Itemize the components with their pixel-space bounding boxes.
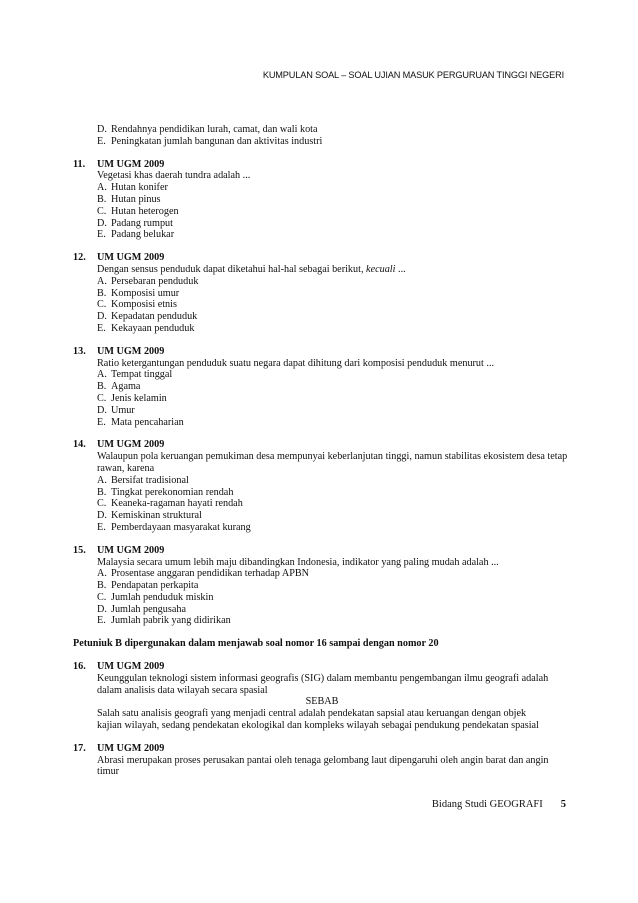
question-stem: Malaysia secara umum lebih maju dibandingkan Indonesia, indikator yang paling mudah adalah ...: [97, 556, 499, 568]
option-text: Jumlah pabrik yang didirikan: [111, 615, 231, 627]
list-item: [73, 182, 571, 194]
stem-tail: ...: [395, 263, 406, 275]
option-letter: C.: [97, 392, 107, 404]
option-text: Umur: [111, 404, 135, 416]
option-text: Tingkat perekonomian rendah: [111, 486, 234, 498]
page-footer: [0, 799, 566, 810]
list-item: [73, 592, 571, 604]
option-text: Pendapatan perkapita: [111, 580, 199, 592]
option-letter: C.: [97, 498, 107, 510]
statement-line: Keunggulan teknologi sistem informasi geografis (SIG) dalam membantu pengembangan ilmu geografi adalah: [97, 672, 549, 684]
question-source: UM UGM 2009: [97, 742, 165, 754]
option-letter: B.: [97, 381, 107, 393]
option-letter: E.: [97, 322, 106, 334]
option-text: Keaneka-ragaman hayati rendah: [111, 498, 243, 510]
question-source: UM UGM 2009: [97, 158, 165, 170]
option-letter: D.: [97, 311, 107, 323]
option-letter: C.: [97, 299, 107, 311]
option-letter: D.: [97, 404, 107, 416]
question-number: 13.: [73, 345, 86, 357]
option-letter: B.: [97, 486, 107, 498]
list-item: [73, 299, 571, 311]
question-number: 15.: [73, 544, 86, 556]
question-stem: Ratio ketergantungan penduduk suatu negara dapat dihitung dari komposisi penduduk menurut ...: [97, 357, 495, 369]
question-number: 16.: [73, 661, 86, 673]
statement-line: timur: [97, 766, 120, 778]
option-letter: D.: [97, 603, 107, 615]
option-text: Komposisi umur: [111, 287, 180, 299]
question-source: UM UGM 2009: [97, 252, 165, 264]
list-item: [73, 393, 571, 405]
question-number: 11.: [73, 158, 86, 170]
list-item: [73, 487, 571, 499]
option-text: Prosentase anggaran pendidikan terhadap APBN: [111, 568, 310, 580]
list-item: [73, 323, 571, 335]
question-stem-continued: rawan, karena: [97, 462, 155, 474]
page-content: [73, 124, 571, 778]
option-text: Mata pencaharian: [111, 416, 184, 428]
question-17: [73, 743, 571, 778]
list-item: [73, 475, 571, 487]
page-number: 5: [560, 799, 566, 810]
option-text: Padang belukar: [111, 229, 175, 241]
question-11: [73, 159, 571, 242]
list-item: [73, 381, 571, 393]
question-number: 12.: [73, 252, 86, 264]
option-text: Tempat tinggal: [111, 369, 173, 381]
question-16: [73, 661, 571, 732]
stem-text: Dengan sensus penduduk dapat diketahui hal-hal sebagai berikut,: [97, 263, 364, 275]
list-item: [73, 604, 571, 616]
option-letter: B.: [97, 193, 107, 205]
list-item: [73, 568, 571, 580]
list-item: [73, 498, 571, 510]
list-item: [73, 405, 571, 417]
option-text: Hutan pinus: [111, 193, 161, 205]
question-source: UM UGM 2009: [97, 544, 165, 556]
question-stem: Walaupun pola keruangan pemukiman desa mempunyai keberlanjutan tinggi, namun stabilitas ekosistem desa tetap: [97, 451, 568, 463]
option-letter: E.: [97, 135, 106, 147]
list-item: [73, 136, 571, 148]
option-letter: D.: [97, 217, 107, 229]
option-text: Agama: [111, 381, 141, 393]
question-12: [73, 252, 571, 335]
option-letter: C.: [97, 591, 107, 603]
list-item: [73, 194, 571, 206]
reason-line: kajian wilayah, sedang pendekatan ekologikal dan kompleks wilayah sebagai pendukung pendekatan spasial: [97, 720, 539, 732]
option-text: Hutan konifer: [111, 182, 168, 194]
list-item: [73, 218, 571, 230]
question-source: UM UGM 2009: [97, 661, 165, 673]
list-item: [73, 369, 571, 381]
list-item: [73, 124, 571, 136]
option-letter: C.: [97, 205, 107, 217]
list-item: [73, 510, 571, 522]
question-number: 14.: [73, 439, 86, 451]
option-letter: E.: [97, 615, 106, 627]
question-stem: [73, 264, 571, 276]
option-letter: A.: [97, 568, 107, 580]
option-letter: D.: [97, 510, 107, 522]
list-item: [73, 522, 571, 534]
statement-line: dalam analisis data wilayah secara spasial: [97, 684, 268, 696]
question-source: UM UGM 2009: [97, 345, 165, 357]
list-item: [73, 229, 571, 241]
footer-subject: Bidang Studi GEOGRAFI: [431, 799, 543, 810]
list-item: [73, 417, 571, 429]
option-letter: B.: [97, 580, 107, 592]
question-13: [73, 346, 571, 429]
option-letter: A.: [97, 182, 107, 194]
option-letter: A.: [97, 474, 107, 486]
option-letter: A.: [97, 275, 107, 287]
option-letter: E.: [97, 521, 106, 533]
reason-line: Salah satu analisis geografi yang menjadi central adalah pendekatan sapsial atau keruangan dengan objek: [97, 708, 527, 720]
option-text: Jenis kelamin: [111, 392, 167, 404]
question-14: [73, 439, 571, 533]
page-header: KUMPULAN SOAL – SOAL UJIAN MASUK PERGURUAN TINGGI NEGERI: [262, 70, 564, 80]
question-source: UM UGM 2009: [97, 439, 165, 451]
option-letter: A.: [97, 369, 107, 381]
list-item: [73, 580, 571, 592]
option-text: Kekayaan penduduk: [111, 322, 195, 334]
option-text: Kemiskinan struktural: [111, 510, 202, 522]
question-stem: Vegetasi khas daerah tundra adalah ...: [97, 170, 251, 182]
question-number: 17.: [73, 742, 86, 754]
option-letter: E.: [97, 416, 106, 428]
option-text: Pemberdayaan masyarakat kurang: [111, 521, 251, 533]
option-text: Hutan heterogen: [111, 205, 179, 217]
option-letter: E.: [97, 229, 106, 241]
list-item: [73, 311, 571, 323]
option-text: Bersifat tradisional: [111, 474, 189, 486]
option-letter: D.: [97, 124, 107, 135]
option-text: Jumlah penduduk miskin: [111, 591, 214, 603]
option-text: Persebaran penduduk: [111, 275, 199, 287]
option-text: Peningkatan jumlah bangunan dan aktivitas industri: [111, 135, 323, 147]
list-item: [73, 206, 571, 218]
question-15: [73, 545, 571, 628]
option-text: Kepadatan penduduk: [111, 311, 198, 323]
list-item: [73, 288, 571, 300]
option-text: Komposisi etnis: [111, 299, 177, 311]
sebab-label: SEBAB: [305, 696, 339, 708]
list-item: [73, 615, 571, 627]
list-item: [73, 276, 571, 288]
option-text: Rendahnya pendidikan lurah, camat, dan wali kota: [111, 124, 318, 135]
option-text: Padang rumput: [111, 217, 173, 229]
stem-emphasis: kecuali: [366, 263, 396, 275]
option-text: Jumlah pengusaha: [111, 603, 186, 615]
statement-line: Abrasi merupakan proses perusakan pantai oleh tenaga gelombang laut dipengaruhi oleh angin barat dan angin: [97, 754, 549, 766]
option-letter: B.: [97, 287, 107, 299]
instruction-heading: Petuniuk B dipergunakan dalam menjawab soal nomor 16 sampai dengan nomor 20: [73, 638, 439, 650]
